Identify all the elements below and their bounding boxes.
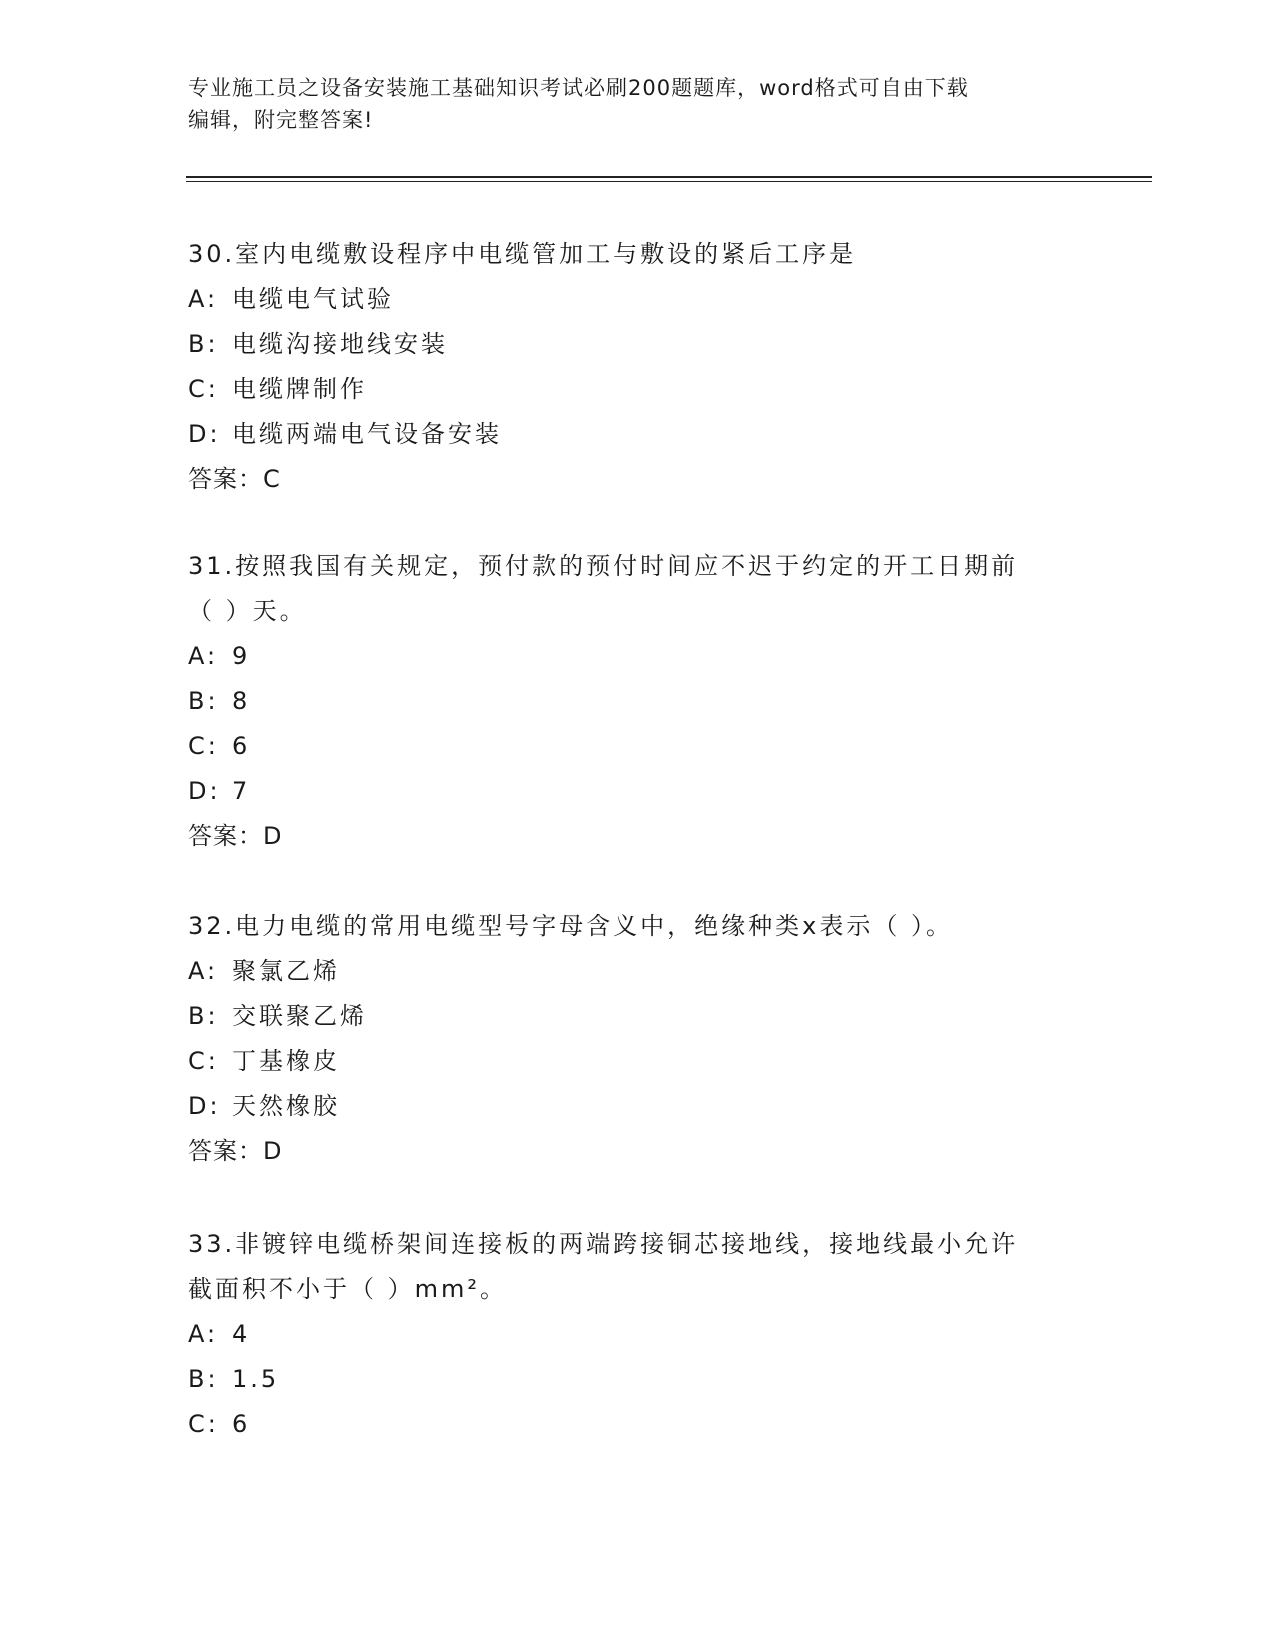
option-text: 9: [232, 642, 251, 670]
option-text: 电缆牌制作: [232, 375, 367, 403]
option-key: D:: [188, 777, 221, 805]
option-text: 电缆两端电气设备安装: [232, 420, 502, 448]
option-a: [188, 1312, 1088, 1357]
question-32: [188, 904, 1088, 1174]
document-header: [188, 72, 1068, 136]
option-key: D:: [188, 1092, 221, 1120]
question-stem: 31.按照我国有关规定，预付款的预付时间应不迟于约定的开工日期前: [188, 552, 1019, 580]
option-a: [188, 634, 1088, 679]
question-stem-continued: 截面积不小于（ ）mm²。: [188, 1275, 508, 1303]
option-text: 1.5: [232, 1365, 280, 1393]
option-key: B:: [188, 330, 219, 358]
answer-line: [188, 457, 1088, 502]
option-b: [188, 679, 1088, 724]
answer-value: C: [263, 465, 281, 493]
answer-label: 答案：: [188, 465, 263, 493]
option-b: [188, 322, 1088, 367]
header-divider-thin: [186, 181, 1152, 182]
option-text: 7: [232, 777, 251, 805]
option-a: [188, 277, 1088, 322]
option-key: C:: [188, 1410, 219, 1438]
option-key: C:: [188, 375, 219, 403]
option-key: B:: [188, 1365, 219, 1393]
header-line-2: 编辑，附完整答案!: [188, 108, 374, 132]
question-stem: 33.非镀锌电缆桥架间连接板的两端跨接铜芯接地线，接地线最小允许: [188, 1230, 1019, 1258]
option-text: 6: [232, 1410, 251, 1438]
answer-line: [188, 1129, 1088, 1174]
option-key: A:: [188, 642, 219, 670]
answer-line: [188, 814, 1088, 859]
option-a: [188, 949, 1088, 994]
option-b: [188, 1357, 1088, 1402]
question-stem-continued: （ ）天。: [188, 597, 307, 625]
option-key: B:: [188, 1002, 219, 1030]
question-stem: 30.室内电缆敷设程序中电缆管加工与敷设的紧后工序是: [188, 240, 857, 268]
question-33: [188, 1222, 1088, 1447]
option-c: [188, 1402, 1088, 1447]
question-30: [188, 232, 1088, 502]
option-key: D:: [188, 420, 221, 448]
option-key: C:: [188, 1047, 219, 1075]
option-key: A:: [188, 957, 219, 985]
option-text: 4: [232, 1320, 251, 1348]
option-d: [188, 1084, 1088, 1129]
option-c: [188, 1039, 1088, 1084]
option-c: [188, 367, 1088, 412]
option-text: 天然橡胶: [232, 1092, 340, 1120]
option-d: [188, 412, 1088, 457]
option-text: 电缆沟接地线安装: [232, 330, 448, 358]
option-text: 聚氯乙烯: [232, 957, 340, 985]
header-divider: [186, 176, 1152, 178]
answer-label: 答案：: [188, 822, 263, 850]
option-text: 6: [232, 732, 251, 760]
option-text: 交联聚乙烯: [232, 1002, 367, 1030]
answer-value: D: [263, 1137, 283, 1165]
option-c: [188, 724, 1088, 769]
option-key: A:: [188, 1320, 219, 1348]
question-31: [188, 544, 1088, 859]
option-b: [188, 994, 1088, 1039]
option-d: [188, 769, 1088, 814]
question-stem: 32.电力电缆的常用电缆型号字母含义中，绝缘种类x表示（ ）。: [188, 912, 953, 940]
answer-value: D: [263, 822, 283, 850]
option-text: 8: [232, 687, 251, 715]
option-text: 丁基橡皮: [232, 1047, 340, 1075]
header-line-1: 专业施工员之设备安装施工基础知识考试必刷200题题库，word格式可自由下载: [188, 76, 969, 100]
option-key: B:: [188, 687, 219, 715]
answer-label: 答案：: [188, 1137, 263, 1165]
option-key: C:: [188, 732, 219, 760]
option-key: A:: [188, 285, 219, 313]
option-text: 电缆电气试验: [232, 285, 394, 313]
